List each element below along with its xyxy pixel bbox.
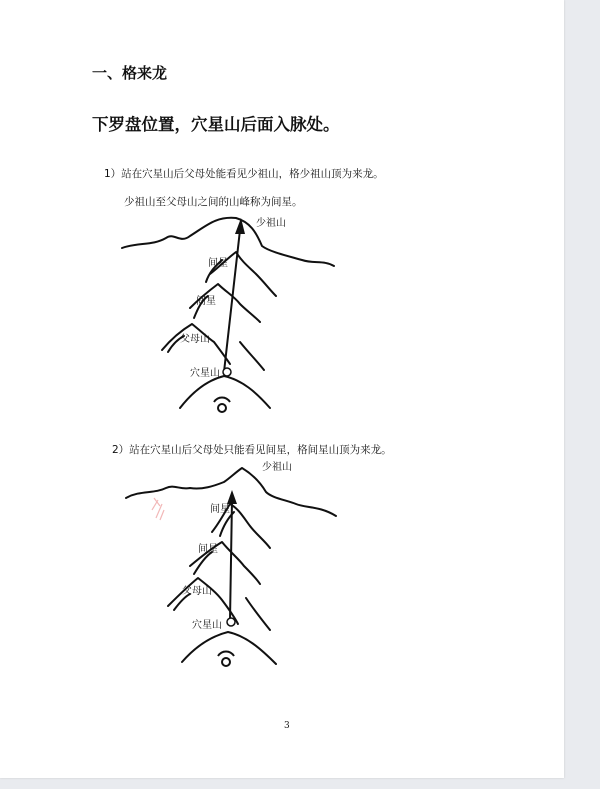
laolong-arrowhead (227, 490, 237, 504)
xuexing-ridge (180, 376, 270, 408)
paragraph-2: 2）站在穴星山后父母处只能看见间星，格间星山顶为来龙。 (112, 444, 392, 456)
figure-1-mountain-diagram (110, 212, 350, 417)
paragraph-1-note: 少祖山至父母山之间的山峰称为间星。 (124, 196, 303, 208)
label-jianxing-lower: 间星 (196, 296, 216, 307)
label-xuexing: 穴星山 (190, 368, 220, 379)
label-shaozu: 少祖山 (262, 462, 292, 473)
label-fumu: 父母山 (180, 334, 210, 345)
xuexing-point (223, 368, 231, 376)
paragraph-1: 1）站在穴星山后父母处能看见少祖山，格少祖山顶为来龙。 (104, 168, 384, 180)
section-heading: 一、格来龙 (92, 64, 168, 82)
label-jianxing-lower: 间星 (198, 544, 218, 555)
xuexing-point (227, 618, 235, 626)
faint-stamp-mark (152, 498, 164, 520)
stream-line (240, 342, 264, 370)
compass-symbol (218, 652, 234, 667)
label-fumu: 父母山 (182, 586, 212, 597)
page-number: 3 (284, 721, 290, 731)
figure-2-mountain-diagram (120, 460, 360, 670)
label-shaozu: 少祖山 (256, 218, 286, 229)
label-xuexing: 穴星山 (192, 620, 222, 631)
laolong-arrow-shaft (230, 500, 232, 620)
section-subheading: 下罗盘位置，穴星山后面入脉处。 (92, 115, 340, 134)
label-jianxing-upper: 间星 (208, 258, 228, 269)
stream-line (246, 598, 270, 630)
compass-symbol (214, 398, 230, 413)
label-jianxing-upper: 间星 (210, 504, 230, 515)
fumu-ridge (168, 578, 238, 624)
